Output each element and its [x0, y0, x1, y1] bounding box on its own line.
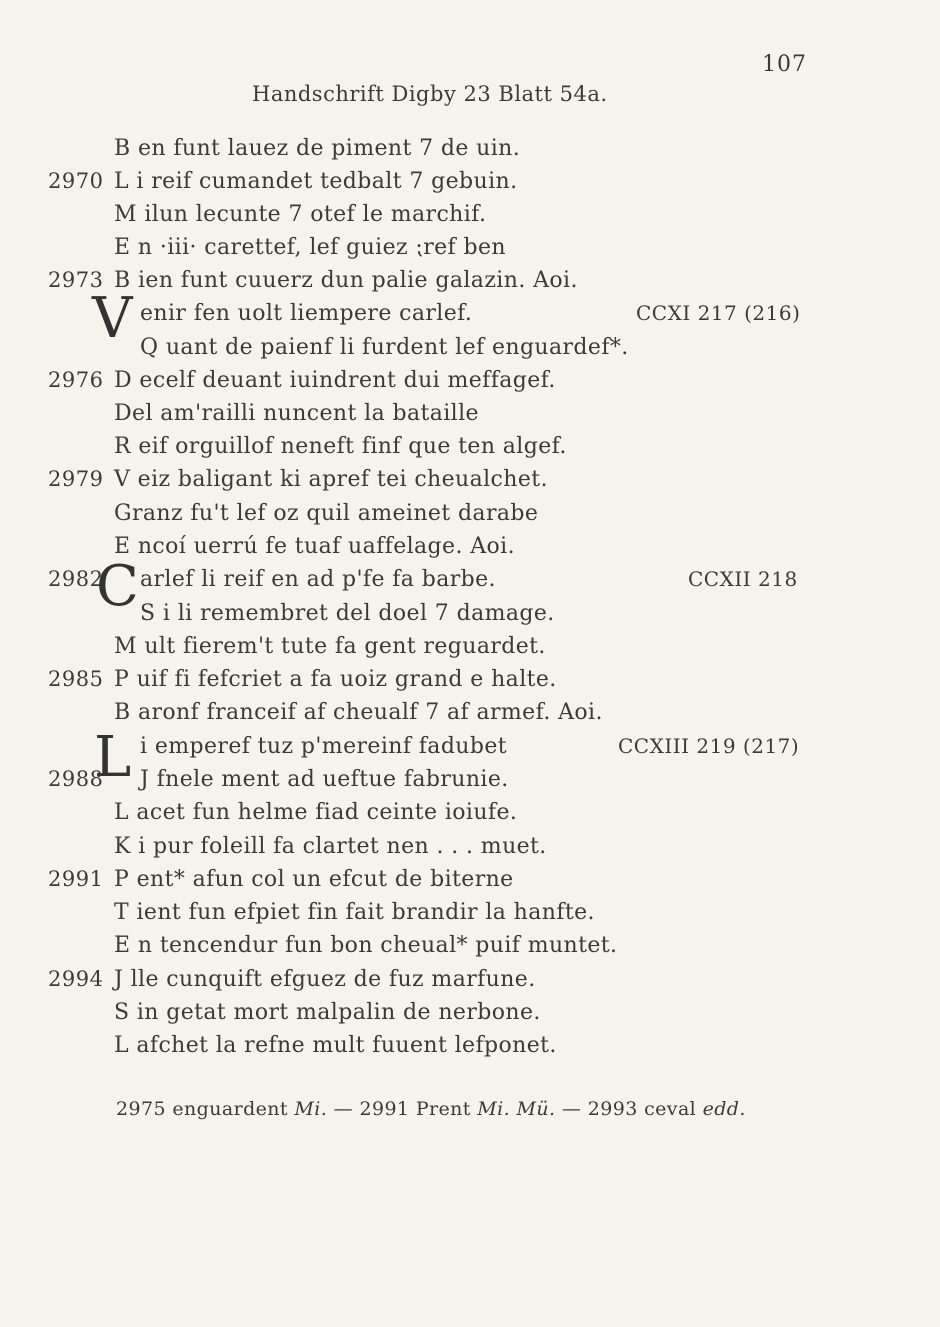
line-text: E ncoí uerrú fe tuaf uaffelage. Aoi. [114, 534, 516, 559]
verse-line [0, 235, 940, 268]
verse-line [0, 933, 940, 966]
line-text: J lle cunquift efguez de fuz marfune. [114, 967, 536, 992]
footnote-siglum: Mi. Mü. [477, 1098, 556, 1120]
line-text: R eif orguillof neneft finf que ten algef. [114, 434, 567, 459]
verse-line [0, 169, 940, 202]
verse-line [0, 534, 940, 567]
footnote-siglum: edd. [702, 1098, 746, 1120]
line-text: Granz fu't lef oz quil ameinet darabe [114, 501, 539, 526]
line-text: L afchet la refne mult fuuent lefponet. [114, 1033, 557, 1058]
line-number: 2970 [48, 169, 104, 193]
line-text: i emperef tuz p'mereinf fadubet [140, 734, 508, 759]
line-text: E n ·iii· carettef, lef guiez ⁏ref ben [114, 235, 506, 260]
verse-line [0, 834, 940, 867]
verse-line [0, 401, 940, 434]
line-text: D ecelf deuant iuindrent dui meffagef. [114, 368, 556, 393]
line-number: 2991 [48, 867, 104, 891]
verse-line [0, 967, 940, 1000]
line-text: enir fen uolt liempere carlef. [140, 301, 473, 326]
footnote-text: — 2991 Prent [327, 1098, 478, 1120]
verse-line [0, 434, 940, 467]
margin-reference: CCXI 217 (216) [636, 301, 801, 325]
line-text: arlef li reif en ad p'fe fa barbe. [140, 567, 496, 592]
line-text: S i li remembret del doel 7 damage. [140, 601, 555, 626]
verse-line [0, 601, 940, 634]
line-number: 2979 [48, 467, 104, 491]
verse-line [0, 900, 940, 933]
verse-line [0, 634, 940, 667]
verse-line [0, 800, 940, 833]
line-text: B en funt lauez de piment 7 de uin. [114, 136, 521, 161]
verse-line [0, 867, 940, 900]
initial-letter: V [92, 286, 133, 351]
line-number: 2973 [48, 268, 104, 292]
line-number: 2982 [48, 567, 104, 591]
line-text: L acet fun helme fiad ceinte ioiufe. [114, 800, 518, 825]
page-number: 107 [762, 52, 807, 77]
line-number: 2985 [48, 667, 104, 691]
margin-reference: CCXII 218 [688, 567, 798, 591]
line-text: K i pur foleill fa clartet nen . . . muet. [114, 834, 547, 859]
line-number: 2976 [48, 368, 104, 392]
verse-line [0, 335, 940, 368]
line-text: B aronf franceif af cheualf 7 af armef. Aoi. [114, 700, 603, 725]
line-text: M ilun lecunte 7 otef le marchif. [114, 202, 487, 227]
margin-reference: CCXIII 219 (217) [618, 734, 800, 758]
verse-line [0, 202, 940, 235]
verse-line [0, 667, 940, 700]
verse-line [0, 501, 940, 534]
verse-line [0, 136, 940, 169]
line-text: V eiz baligant ki apref tei cheualchet. [114, 467, 548, 492]
line-number: 2994 [48, 967, 104, 991]
line-text: P ent* afun col un efcut de biterne [114, 867, 514, 892]
line-text: Del am'railli nuncent la bataille [114, 401, 479, 426]
line-text: M ult fierem't tute fa gent reguardet. [114, 634, 546, 659]
footnote-text: 2975 enguardent [116, 1098, 295, 1120]
line-text: B ien funt cuuerz dun palie galazin. Aoi. [114, 268, 578, 293]
verse-line [0, 700, 940, 733]
footnote-siglum: Mi. [294, 1098, 328, 1120]
initial-letter: C [96, 554, 139, 619]
running-head: Handschrift Digby 23 Blatt 54a. [252, 82, 608, 106]
line-text: E n tencendur fun bon cheual* puif muntet. [114, 933, 618, 958]
line-number: 2988 [48, 767, 104, 791]
verse-line [0, 1000, 940, 1033]
verse-line [0, 1033, 940, 1066]
line-text: T ient fun efpiet fin fait brandir la hanfte. [114, 900, 595, 925]
line-text: Q uant de paienf li furdent lef enguardef*. [140, 335, 629, 360]
footnote [116, 1098, 746, 1120]
verse-line [0, 767, 940, 800]
line-text: S in getat mort malpalin de nerbone. [114, 1000, 541, 1025]
verse-line [0, 368, 940, 401]
verse-line [0, 467, 940, 500]
line-text: J fnele ment ad ueftue fabrunie. [140, 767, 509, 792]
verse-line [0, 268, 940, 301]
line-text: L i reif cumandet tedbalt 7 gebuin. [114, 169, 518, 194]
footnote-text: — 2993 ceval [555, 1098, 703, 1120]
line-text: P uif fi fefcriet a fa uoiz grand e halte. [114, 667, 557, 692]
initial-letter: L [94, 725, 132, 790]
